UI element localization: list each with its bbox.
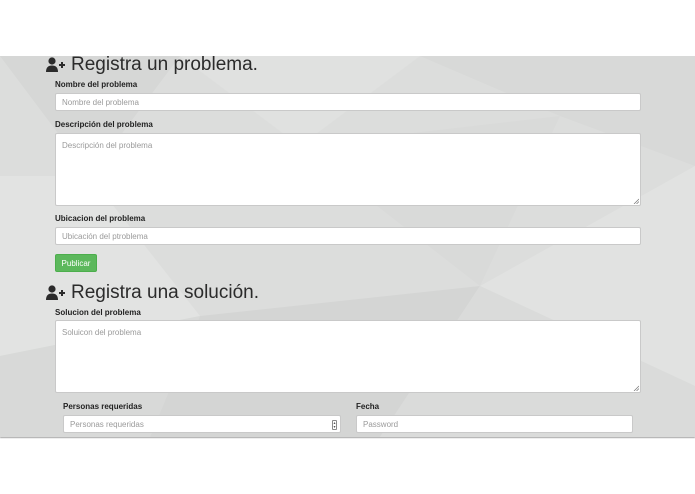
problem-location-input[interactable] bbox=[55, 227, 641, 245]
number-spinner-icon[interactable]: ▴ ▾ bbox=[333, 420, 336, 429]
solution-section-title-text: Registra una solución. bbox=[71, 282, 259, 303]
resize-grip-icon[interactable] bbox=[633, 385, 639, 391]
problem-description-placeholder: Descripción del problema bbox=[62, 141, 153, 150]
problem-name-label: Nombre del problema bbox=[55, 80, 138, 89]
problem-section-title bbox=[46, 56, 258, 76]
date-input[interactable] bbox=[356, 415, 633, 433]
problem-location-label: Ubicacion del problema bbox=[55, 214, 146, 223]
form-panel bbox=[0, 56, 695, 437]
resize-grip-icon[interactable] bbox=[633, 198, 639, 204]
solution-label: Solucion del problema bbox=[55, 308, 141, 317]
problem-name-placeholder: Nombre del problema bbox=[62, 97, 139, 107]
solution-section-title bbox=[46, 282, 259, 304]
problem-name-input[interactable] bbox=[55, 93, 641, 111]
problem-description-label: Descripción del problema bbox=[55, 120, 153, 129]
publicar-button[interactable] bbox=[55, 254, 97, 272]
user-plus-icon bbox=[46, 285, 66, 301]
problem-section-title-text: Registra un problema. bbox=[71, 56, 258, 75]
problem-location-placeholder: Ubicación del ptroblema bbox=[62, 231, 148, 241]
user-plus-icon bbox=[46, 57, 66, 73]
problem-description-textarea[interactable] bbox=[55, 133, 641, 206]
solution-placeholder: Soluicon del problema bbox=[62, 328, 142, 337]
solution-textarea[interactable] bbox=[55, 320, 641, 393]
date-placeholder: Password bbox=[363, 419, 399, 429]
publicar-button-label: Publicar bbox=[61, 258, 91, 268]
people-required-placeholder: Personas requeridas bbox=[70, 419, 144, 429]
people-required-label: Personas requeridas bbox=[63, 402, 143, 411]
people-required-input[interactable] bbox=[63, 415, 341, 433]
date-label: Fecha bbox=[356, 402, 380, 411]
